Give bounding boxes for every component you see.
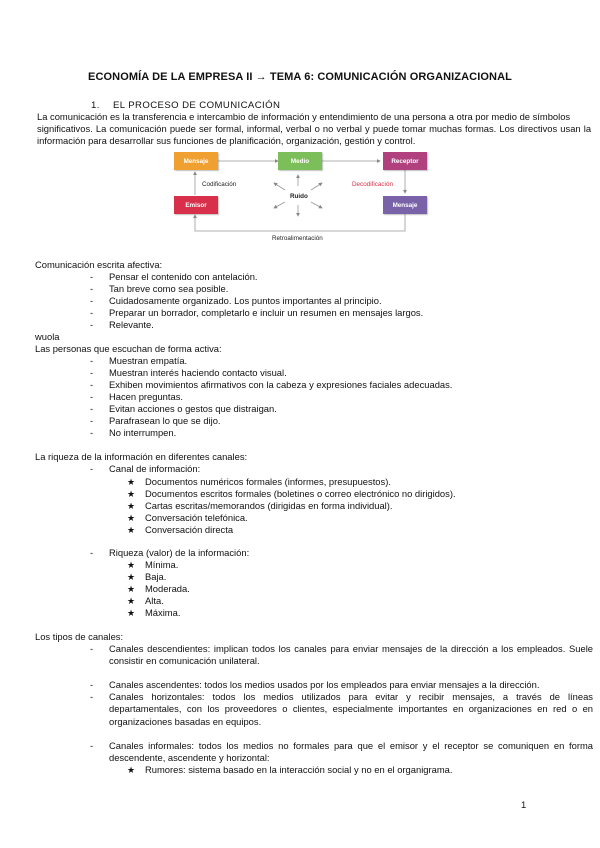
paragraph-line: significativos. La comunicación puede ser formal, informal, verbal o no verbal y puede tomar muchas formas. Los directivos usan la: [37, 123, 592, 134]
sub-list-item: ★ Mínima.: [127, 559, 179, 570]
ruido-label: Ruido: [290, 193, 308, 200]
paragraph-line: información para desarrollar sus funciones de planificación, organización, gestión y control.: [37, 135, 416, 146]
sub-list-item: ★ Cartas escritas/memorandos (dirigidas en forma individual).: [127, 500, 393, 511]
mensaje-bottom-box: [383, 196, 427, 214]
list-item: - Preparar un borrador, completarlo e incluir un resumen en mensajes largos.: [90, 307, 424, 318]
list-item: - Riqueza (valor) de la información:: [90, 547, 250, 558]
sub-list-item: ★ Alta.: [127, 595, 164, 606]
section-heading: [91, 100, 280, 111]
tipos-label: Los tipos de canales:: [35, 631, 124, 642]
escrita-label: Comunicación escrita afectiva:: [35, 259, 163, 270]
star-icon: ★: [127, 560, 136, 570]
document-page: ECONOMÍA DE LA EMPRESA II → TEMA 6: COMUNICACIÓN ORGANIZACIONAL 1. EL PROCESO DE COMUNICACIÓN La comunicación es la transferencia e intercambio de información y entendimiento de una persona a otra por medio de símbolos significativos. La comunicación puede ser formal, informal, verbal o no verbal y puede tomar muchas formas. Los directivos usan la información para desarrollar sus funciones de planificación, organización, gestión y control. Mensaje Medio Receptor Emisor Mensaje Codificación Decodificación Ruido Retroalimentación Comunicación escrita afectiva: - Pensar el contenido con antelación. - Tan breve como sea posible. - Cuidadosamente organizado. Los puntos importantes al principio. - Preparar un borrador, completarlo e incluir un resumen en mensajes largos. - Relevante. wuola Las personas que escuchan de forma activa: - Muestran empatía. - Muestran interés haciendo contacto visual. - Exhiben movimientos afirmativos con la cabeza y expresiones faciales adecuadas. - Hacen preguntas. - Evitan acciones o gestos que distraigan. - Parafrasean lo que se dijo. - No interrumpen. La riqueza de la información en diferentes canales: - Canal de información: ★ Documentos numéricos formales (informes, presupuestos). ★ Documentos escritos formales (boletines o correo electrónico no dirigidos). ★ Cartas escritas/memorandos (dirigidas en forma individual). ★ Conversación telefónica. ★ Conversación directa - Riqueza (valor) de la información: ★ Mínima. ★ Baja. ★ Moderada. ★ Alta. ★ Máxima. Los tipos de canales: - Canales descendientes: implican todos los canales para enviar mensajes de la dirección a los empleados. Suele consistir en comunicación unilateral. - Canales ascendentes: todos los medios usados por los empleados para enviar mensajes a la dirección. - Canales horizontales: todos los medios utilizados para evitar y recibir mensajes, a través de líneas departamentales, con los proveedores o clientes, especialmente importantes en organizaciones en red o en organizaciones basadas en equipos. - Canales informales: todos los medios no formales para que el emisor y el receptor se comuniquen en forma descendente, ascendente y horizontal: ★ Rumores: sistema basado en la interacción social y no en el organigrama. 1: [0, 0, 600, 848]
receptor-label: Receptor: [391, 157, 419, 165]
section-heading-text: EL PROCESO DE COMUNICACIÓN: [113, 100, 281, 111]
list-item: - Pensar el contenido con antelación.: [90, 271, 258, 282]
sub-list-item: ★ Documentos escritos formales (boletines o correo electrónico no dirigidos).: [127, 488, 456, 499]
star-icon: ★: [127, 477, 136, 487]
list-item: - Parafrasean lo que se dijo.: [90, 415, 221, 426]
intro-paragraph: [27, 111, 592, 147]
list-item: - Cuidadosamente organizado. Los puntos importantes al principio.: [90, 295, 382, 306]
watermark-text: wuola: [35, 331, 60, 342]
list-item: - Hacen preguntas.: [90, 391, 184, 402]
dash-icon: -: [90, 691, 94, 702]
medio-box: [278, 152, 322, 170]
dash-icon: -: [90, 319, 94, 330]
sub-list-item: ★ Conversación directa: [127, 524, 234, 535]
list-item: - Canal de información:: [90, 463, 201, 474]
dash-icon: -: [90, 643, 94, 654]
dash-icon: -: [90, 283, 94, 294]
mensaje-label: Mensaje: [183, 157, 209, 165]
receptor-box: [383, 152, 427, 170]
dash-icon: -: [90, 679, 94, 690]
sub-list-item: ★ Documentos numéricos formales (informes, presupuestos).: [127, 476, 391, 487]
dash-icon: -: [90, 547, 94, 558]
medio-label: Medio: [290, 157, 310, 165]
list-item: - Tan breve como sea posible.: [90, 283, 229, 294]
list-item: - Evitan acciones o gestos que distraigan.: [90, 403, 277, 414]
star-icon: ★: [127, 501, 136, 511]
sub-list-item: ★ Rumores: sistema basado en la interacción social y no en el organigrama.: [127, 764, 453, 775]
page-number: 1: [521, 799, 527, 810]
dash-icon: -: [90, 463, 94, 474]
dash-icon: -: [90, 403, 94, 414]
star-icon: ★: [127, 572, 136, 582]
dash-icon: -: [90, 355, 94, 366]
sub-list-item: ★ Máxima.: [127, 607, 181, 618]
list-item: - No interrumpen.: [90, 427, 177, 438]
mensaje-bottom-label: Mensaje: [392, 201, 418, 209]
mensaje-box: [174, 152, 218, 170]
dash-icon: -: [90, 367, 94, 378]
dash-icon: -: [90, 295, 94, 306]
list-item: - Exhiben movimientos afirmativos con la cabeza y expresiones faciales adecuadas.: [90, 379, 453, 390]
dash-icon: -: [90, 391, 94, 402]
sub-list-item: ★ Moderada.: [127, 583, 190, 594]
dash-icon: -: [90, 379, 94, 390]
dash-icon: -: [90, 740, 94, 751]
list-item: - Muestran interés haciendo contacto visual.: [90, 367, 287, 378]
dash-icon: -: [90, 271, 94, 282]
emisor-label: Emisor: [185, 201, 207, 209]
list-item: - Muestran empatía.: [90, 355, 188, 366]
star-icon: ★: [127, 513, 136, 523]
star-icon: ★: [127, 584, 136, 594]
dash-icon: -: [90, 415, 94, 426]
decodificacion-label: Decodificación: [352, 181, 393, 188]
dash-icon: -: [90, 427, 94, 438]
star-icon: ★: [127, 765, 136, 775]
section-number: 1.: [91, 100, 100, 111]
emisor-box: [174, 196, 218, 214]
sub-list-item: ★ Conversación telefónica.: [127, 512, 248, 523]
retroalimentacion-label: Retroalimentación: [272, 235, 323, 242]
star-icon: ★: [127, 525, 136, 535]
star-icon: ★: [127, 608, 136, 618]
list-item: - Relevante.: [90, 319, 154, 330]
riqueza-label: La riqueza de la información en diferentes canales:: [35, 451, 248, 462]
escucha-label: Las personas que escuchan de forma activa:: [35, 343, 222, 354]
sub-list-item: ★ Baja.: [127, 571, 167, 582]
codificacion-label: Codificación: [202, 181, 237, 188]
star-icon: ★: [127, 489, 136, 499]
paragraph-line: La comunicación es la transferencia e intercambio de información y entendimiento de una persona a otra por medio de símbolos: [37, 111, 571, 122]
communication-process-diagram: [172, 150, 434, 248]
document-title: ECONOMÍA DE LA EMPRESA II → TEMA 6: COMUNICACIÓN ORGANIZACIONAL: [88, 71, 512, 83]
dash-icon: -: [90, 307, 94, 318]
star-icon: ★: [127, 596, 136, 606]
